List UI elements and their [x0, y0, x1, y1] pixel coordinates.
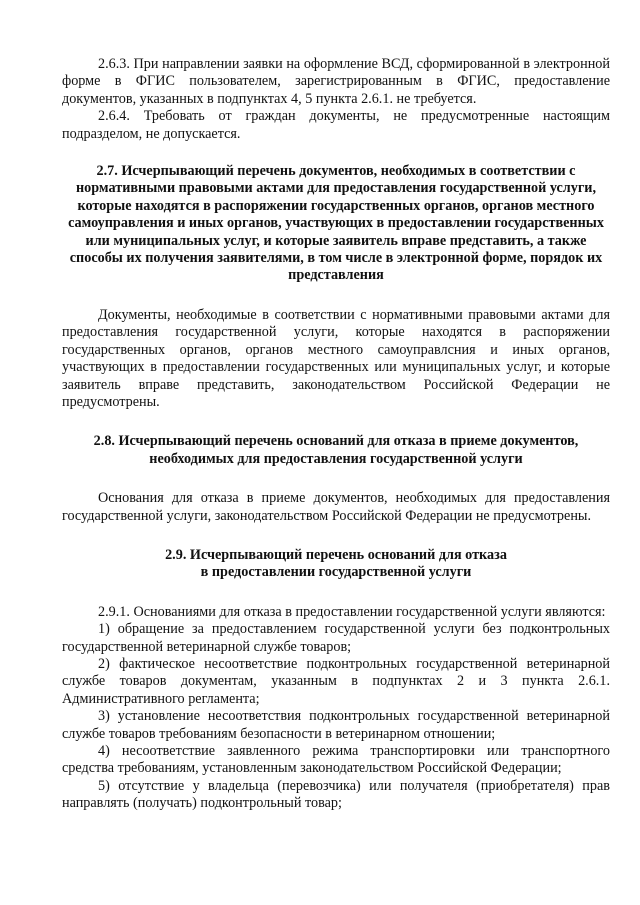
heading-2-7: 2.7. Исчерпывающий перечень документов, необходимых в соответствии с нормативными правовыми актами для предоставления государственной услуги, которые находятся в распоряжении государственных органов, органов местного самоуправления и иных органов, участвующих в предоставлении государственных или муниципальных услуг, и которые заявитель вправе представить, а также способы их получения заявителями, в том числе в электронной форме, порядок их представления	[68, 163, 604, 284]
heading-2-9-line-2: в предоставлении государственной услуги	[200, 564, 472, 581]
heading-2-8: 2.8. Исчерпывающий перечень оснований для отказа в приеме документов, необходимых для предоставления государственной услуги	[93, 433, 579, 467]
paragraph-2-6-4: 2.6.4. Требовать от граждан документы, не предусмотренные настоящим подразделом, не допускается.	[62, 108, 610, 142]
heading-2-9	[62, 547, 610, 582]
list-item-4: 4) несоответствие заявленного режима транспортировки или транспортного средства требованиям, установленным законодательством Российской Федерации;	[62, 743, 610, 777]
document-page	[62, 56, 610, 813]
paragraph-2-9-1: 2.9.1. Основаниями для отказа в предоставлении государственной услуги являются:	[98, 603, 606, 620]
list-item-2: 2) фактическое несоответствие подконтрольных государственной ветеринарной службе товаров документам, указанным в подпунктах 2 и 3 пункта 2.6.1. Административного регламента;	[62, 655, 610, 707]
paragraph-2-8: Основания для отказа в приеме документов, необходимых для предоставления государственной услуги, законодательством Российской Федерации не предусмотрены.	[62, 490, 610, 524]
paragraph-2-6-3: 2.6.3. При направлении заявки на оформление ВСД, сформированной в электронной форме в ФГИС пользователем, зарегистрированным в ФГИС, предоставление документов, указанных в подпунктах 4, 5 пункта 2.6.1. не требуется.	[62, 56, 610, 107]
list-item-1: 1) обращение за предоставлением государственной услуги без подконтрольных государственной ветеринарной службе товаров;	[62, 621, 610, 655]
paragraph-2-7: Документы, необходимые в соответствии с нормативными правовыми актами для предоставления государственной услуги, которые находятся в распоряжении государственных органов, органов местного самоуправлсния и иных органов, участвующих в предоставлении государственных или муниципальных услуг, и которые заявитель вправе представить, законодательством Российской Федерации не предусмотрены.	[62, 306, 610, 410]
list-item-5: 5) отсутствие у владельца (перевозчика) или получателя (приобретателя) прав направлять (получать) подконтрольный товар;	[62, 777, 610, 812]
list-item-3: 3) установление несоответствия подконтрольных государственной ветеринарной службе товаров требованиям безопасности в ветеринарном отношении;	[62, 708, 610, 742]
heading-2-9-line-1: 2.9. Исчерпывающий перечень оснований для отказа	[165, 546, 507, 563]
